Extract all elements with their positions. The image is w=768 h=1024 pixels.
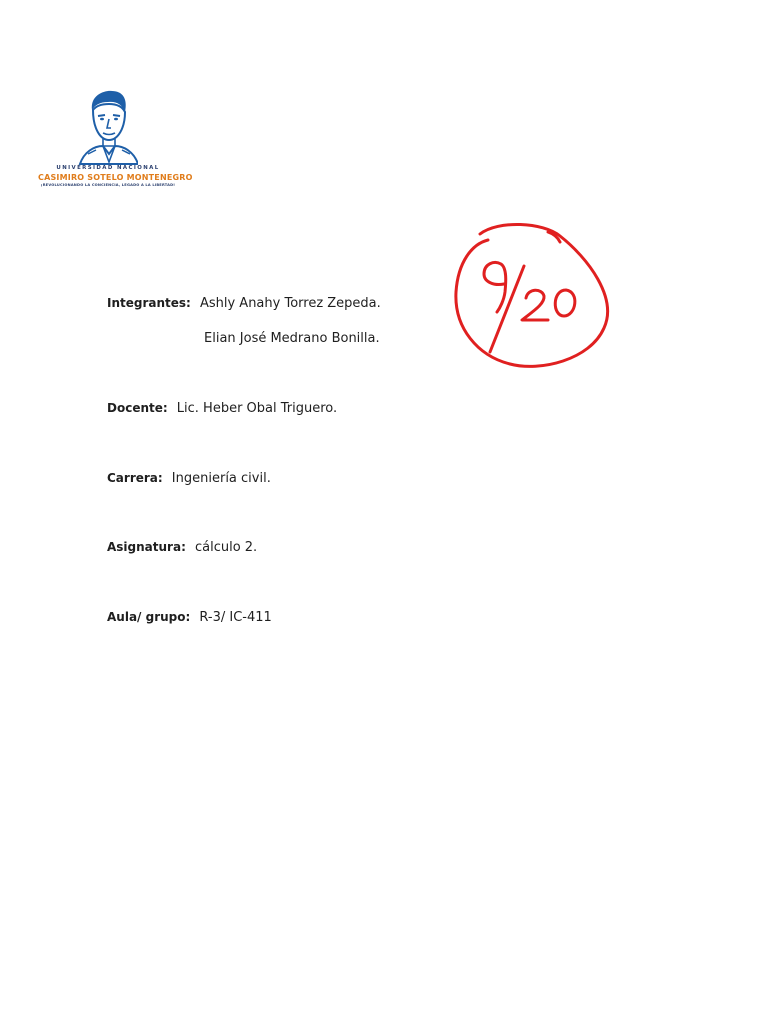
docente-label: Docente: bbox=[107, 401, 168, 415]
member-1-name: Ashly Anahy Torrez Zepeda. bbox=[199, 296, 381, 311]
member-2-name: Elian José Medrano Bonilla. bbox=[204, 331, 380, 346]
asignatura-label: Asignatura: bbox=[107, 540, 186, 554]
aula-value: R-3/ IC-411 bbox=[199, 610, 272, 625]
docente-field bbox=[107, 397, 337, 416]
carrera-value: Ingeniería civil. bbox=[171, 471, 271, 486]
logo-university-line: UNIVERSIDAD NACIONAL bbox=[56, 165, 160, 171]
university-logo bbox=[38, 88, 193, 198]
aula-field bbox=[107, 606, 272, 625]
member-2-row bbox=[204, 327, 380, 346]
integrantes-label: Integrantes: bbox=[107, 296, 191, 310]
integrantes-field bbox=[107, 292, 381, 311]
handwritten-grade-mark bbox=[448, 218, 614, 378]
asignatura-field bbox=[107, 536, 257, 555]
carrera-field bbox=[107, 467, 271, 486]
aula-label: Aula/ grupo: bbox=[107, 610, 191, 624]
portrait-emblem-icon bbox=[78, 88, 138, 166]
carrera-label: Carrera: bbox=[107, 471, 163, 485]
logo-motto-line: ¡REVOLUCIONANDO LA CONCIENCIA, LEGADO A LA LIBERTAD! bbox=[40, 183, 176, 187]
docente-value: Lic. Heber Obal Triguero. bbox=[176, 401, 338, 416]
asignatura-value: cálculo 2. bbox=[194, 540, 258, 555]
logo-name-line: CASIMIRO SOTELO MONTENEGRO bbox=[38, 173, 193, 182]
